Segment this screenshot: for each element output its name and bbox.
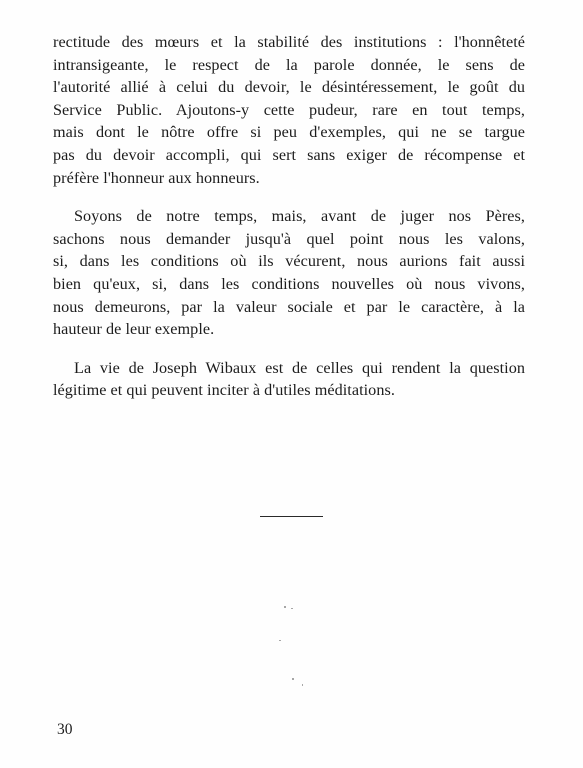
text-line: bien qu'eux, si, dans les conditions nouvelles où nous vivons, [53,274,525,293]
paper-speck [279,640,281,641]
paper-speck [291,608,293,609]
paragraph-1 [53,31,525,189]
paper-speck [284,606,286,608]
text-line: Soyons de notre temps, mais, avant de juger nos Pères, [74,207,525,226]
section-divider [260,516,323,517]
text-line: préfère l'honneur aux honneurs. [53,168,260,187]
paper-speck [302,684,303,686]
text-line: Service Public. Ajoutons-y cette pudeur, rare en tout temps, [53,100,525,119]
paragraph-2 [53,205,525,341]
text-line: nous demeurons, par la valeur sociale et par le caractère, à la [53,297,525,316]
page-number: 30 [57,721,73,738]
paragraph-3 [53,357,525,402]
text-line: intransigeante, le respect de la parole donnée, le sens de [53,55,525,74]
text-line: hauteur de leur exemple. [53,320,215,339]
text-line: rectitude des mœurs et la stabilité des institutions : l'honnêteté [53,33,525,51]
text-line: sachons nous demander jusqu'à quel point nous les valons, [53,229,525,248]
text-line: pas du devoir accompli, qui sert sans exiger de récompense et [53,145,525,164]
body-text [53,31,525,402]
text-line: La vie de Joseph Wibaux est de celles qui rendent la question [74,358,525,377]
text-line: légitime et qui peuvent inciter à d'utiles méditations. [53,381,395,400]
text-line: si, dans les conditions où ils vécurent, nous aurions fait aussi [53,252,525,271]
text-line: mais dont le nôtre offre si peu d'exemples, qui ne se targue [53,123,525,142]
text-line: l'autorité allié à celui du devoir, le désintéressement, le goût du [53,78,525,97]
paper-speck [292,678,294,680]
